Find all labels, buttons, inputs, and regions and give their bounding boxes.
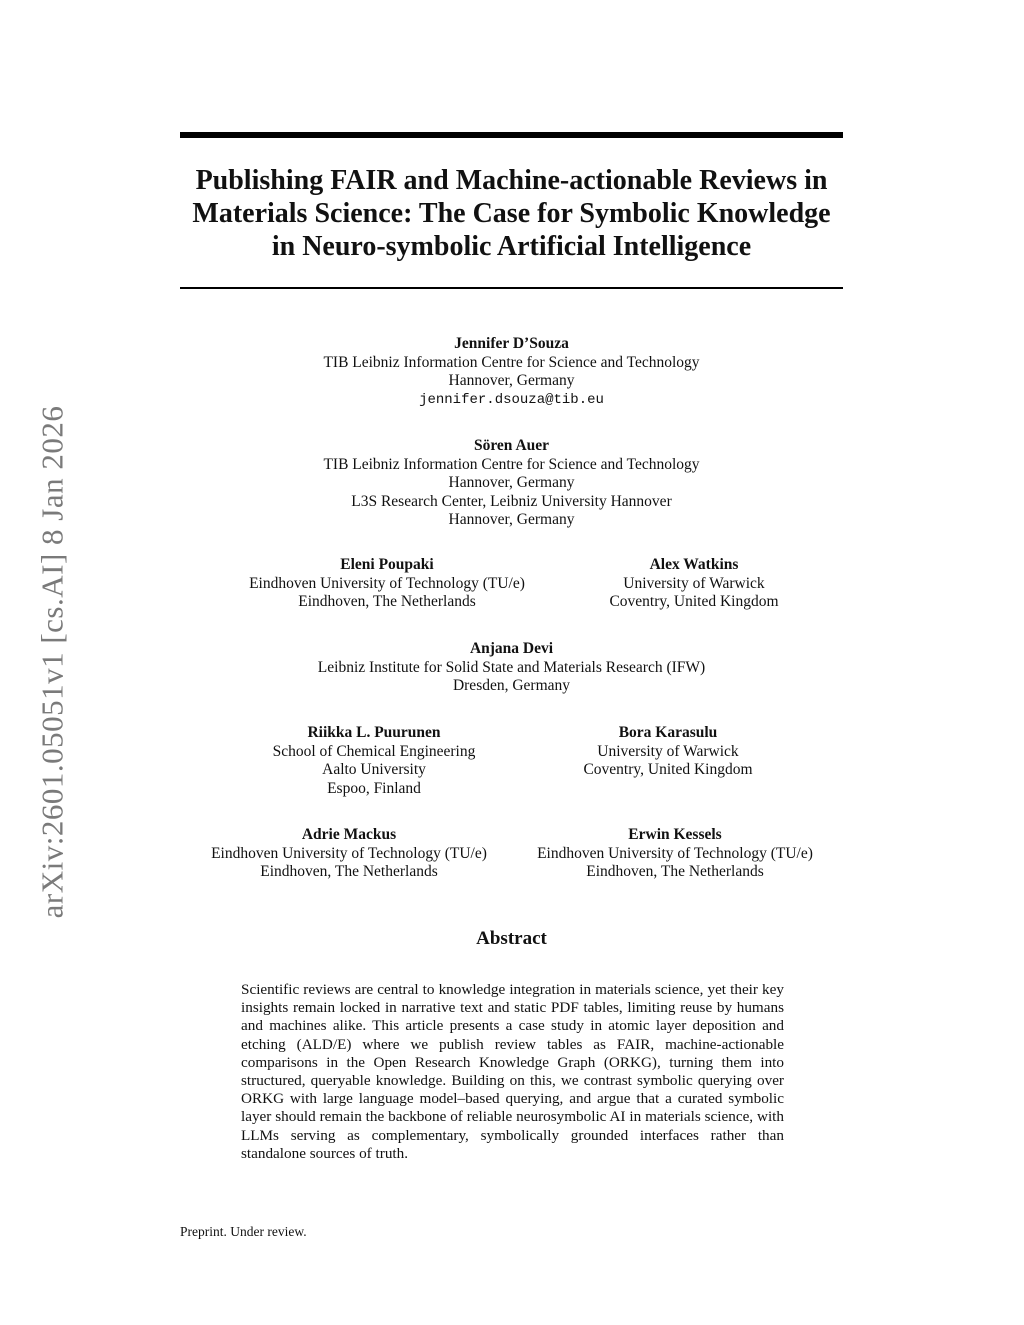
abstract-text: Scientific reviews are central to knowledge integration in materials science, yet their key insights remain locked in narrative text and static PDF tables, limiting reuse by humans and machines alike. This article presents a case study in atomic layer deposition and etching (ALD/E) where we publish review tables as FAIR, machine-actionable comparisons in the Open Research Knowledge Graph (ORKG), turning them into structured, queryable knowledge. Building on this, we contrast symbolic querying over ORKG with large language model–based querying, and argue that a curated symbolic layer should remain the backbone of reliable neurosymbolic AI in materials science, with LLMs serving as complementary, symbolically grounded interfaces rather than standalone sources of truth. <box>241 981 784 1162</box>
author-name: Erwin Kessels <box>628 826 722 843</box>
author-affiliation: Eindhoven University of Technology (TU/e) <box>211 844 487 862</box>
author-block-dsouza <box>180 335 843 409</box>
author-location: Eindhoven, The Netherlands <box>298 593 476 610</box>
abstract-heading: Abstract <box>476 928 547 949</box>
author-affiliation: University of Warwick <box>597 742 739 760</box>
author-name: Bora Karasulu <box>618 724 718 741</box>
author-location: Espoo, Finland <box>327 779 421 797</box>
author-block-devi <box>180 640 843 696</box>
author-block-kessels <box>515 826 835 882</box>
title-rule-bottom <box>180 287 843 289</box>
author-location: Coventry, United Kingdom <box>609 593 779 610</box>
author-name: Riikka L. Puurunen <box>307 724 441 741</box>
author-block-poupaki <box>217 556 557 612</box>
author-affiliation: Eindhoven University of Technology (TU/e) <box>537 844 813 862</box>
author-affiliation: TIB Leibniz Information Centre for Science and Technology <box>323 353 700 371</box>
author-location: Hannover, Germany <box>448 372 575 389</box>
author-block-watkins <box>574 556 814 612</box>
author-location: Dresden, Germany <box>452 677 571 694</box>
author-block-mackus <box>189 826 509 882</box>
author-location: Coventry, United Kingdom <box>583 761 753 778</box>
author-location: Hannover, Germany <box>448 474 575 491</box>
author-email[interactable]: jennifer.dsouza@tib.eu <box>419 391 604 408</box>
author-name: Adrie Mackus <box>301 826 397 843</box>
author-affiliation: Eindhoven University of Technology (TU/e) <box>249 574 525 592</box>
author-block-auer <box>180 437 843 530</box>
arxiv-identifier: arXiv:2601.05051v1 [cs.AI] 8 Jan 2026 <box>34 405 70 919</box>
author-block-karasulu <box>548 724 788 780</box>
paper-title: Publishing FAIR and Machine-actionable Reviews in Materials Science: The Case for Symbolic Knowledge in Neuro-symbolic Artificial Intelligence <box>192 165 831 262</box>
author-name: Sören Auer <box>473 437 550 454</box>
author-name: Eleni Poupaki <box>340 556 434 573</box>
author-block-puurunen <box>234 724 514 798</box>
author-affiliation: Leibniz Institute for Solid State and Materials Research (IFW) <box>317 658 706 676</box>
author-affiliation: Aalto University <box>322 761 426 778</box>
author-name: Alex Watkins <box>649 556 739 573</box>
author-affiliation: TIB Leibniz Information Centre for Science and Technology <box>323 455 700 473</box>
title-rule-top <box>180 132 843 138</box>
author-location: Eindhoven, The Netherlands <box>586 863 764 880</box>
author-name: Anjana Devi <box>469 640 554 657</box>
author-location: Eindhoven, The Netherlands <box>260 863 438 880</box>
author-location: Hannover, Germany <box>448 511 575 528</box>
preprint-note: Preprint. Under review. <box>180 1224 307 1239</box>
author-affiliation: University of Warwick <box>623 574 765 592</box>
author-affiliation: School of Chemical Engineering <box>272 742 476 760</box>
author-affiliation: L3S Research Center, Leibniz University Hannover <box>351 492 672 510</box>
author-name: Jennifer D’Souza <box>454 335 569 352</box>
